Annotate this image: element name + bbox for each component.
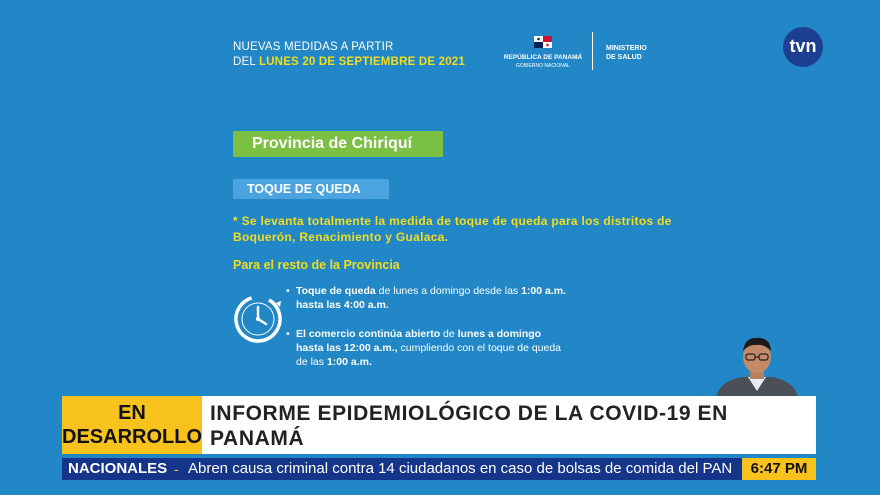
logo-line2: GOBIERNO NACIONAL bbox=[516, 63, 570, 69]
bullet2-bold2: lunes a domingo bbox=[457, 328, 542, 340]
bullet1-line2: hasta las 4:00 a.m. bbox=[296, 299, 389, 311]
header-line1: NUEVAS MEDIDAS A PARTIR bbox=[233, 41, 394, 53]
headline-line2: PANAMÁ bbox=[210, 427, 305, 450]
header-line2 bbox=[233, 55, 465, 70]
header-date-text bbox=[233, 40, 465, 70]
rest-of-province-heading: Para el resto de la Provincia bbox=[233, 258, 400, 272]
ticker-text: Abren causa criminal contra 14 ciudadanos en caso de bolsas de comida del PAN bbox=[188, 460, 733, 477]
ministry-line1: MINISTERIO bbox=[606, 45, 647, 52]
curfew-schedule-bullet: • Toque de queda de lunes a domingo desde las 1:00 a.m. hasta las 4:00 a.m. bbox=[286, 285, 567, 311]
news-ticker bbox=[62, 458, 742, 480]
header-line2-prefix: DEL bbox=[233, 56, 259, 68]
curfew-lift-note: * Se levanta totalmente la medida de toque de queda para los distritos de Boquerón, Renacimiento y Gualaca. bbox=[233, 214, 672, 244]
province-title: Provincia de Chiriquí bbox=[233, 131, 443, 157]
headline-line1: INFORME EPIDEMIOLÓGICO DE LA COVID-19 EN bbox=[210, 402, 728, 425]
news-headline bbox=[202, 396, 816, 454]
ministry-label bbox=[606, 44, 647, 62]
clock-icon bbox=[232, 293, 284, 345]
breaking-label-line1: EN bbox=[118, 402, 146, 424]
bullet1-text1: de lunes a domingo desde las bbox=[375, 285, 522, 297]
bullet1-bold1: Toque de queda bbox=[296, 285, 376, 297]
logo-divider bbox=[592, 32, 593, 70]
clock-time: 6:47 PM bbox=[742, 458, 816, 480]
presenter-video-inset bbox=[712, 335, 802, 397]
tvn-channel-logo: tvn bbox=[783, 27, 823, 67]
government-logo bbox=[495, 36, 591, 71]
logo-line1: REPÚBLICA DE PANAMÁ bbox=[503, 54, 583, 61]
ticker-category: NACIONALES bbox=[68, 460, 168, 477]
bullet2-line3-bold: 1:00 a.m. bbox=[326, 356, 372, 368]
breaking-label bbox=[62, 396, 202, 454]
commerce-hours-bullet: • El comercio continúa abierto de lunes a domingo hasta las 12:00 a.m., cumpliendo con el toque de queda de las 1:00 a.m. bbox=[286, 328, 562, 368]
curfew-tag: TOQUE DE QUEDA bbox=[233, 179, 389, 199]
bullet2-text1: de bbox=[440, 328, 458, 340]
header-date-highlight: LUNES 20 DE SEPTIEMBRE DE 2021 bbox=[258, 56, 465, 68]
ticker-separator: - bbox=[174, 461, 179, 477]
bullet1-bold2: 1:00 a.m. bbox=[521, 285, 567, 297]
ministry-line2: DE SALUD bbox=[606, 54, 642, 61]
bullet2-line2-bold: hasta las 12:00 a.m., bbox=[296, 342, 398, 354]
bullet2-line2-text: cumpliendo con el toque de queda bbox=[397, 342, 562, 354]
panama-flag-icon bbox=[534, 36, 552, 48]
bullet2-bold1: El comercio continúa abierto bbox=[296, 328, 441, 340]
breaking-label-line2: DESARROLLO bbox=[62, 426, 202, 448]
bullet2-line3-text: de las bbox=[296, 356, 327, 368]
